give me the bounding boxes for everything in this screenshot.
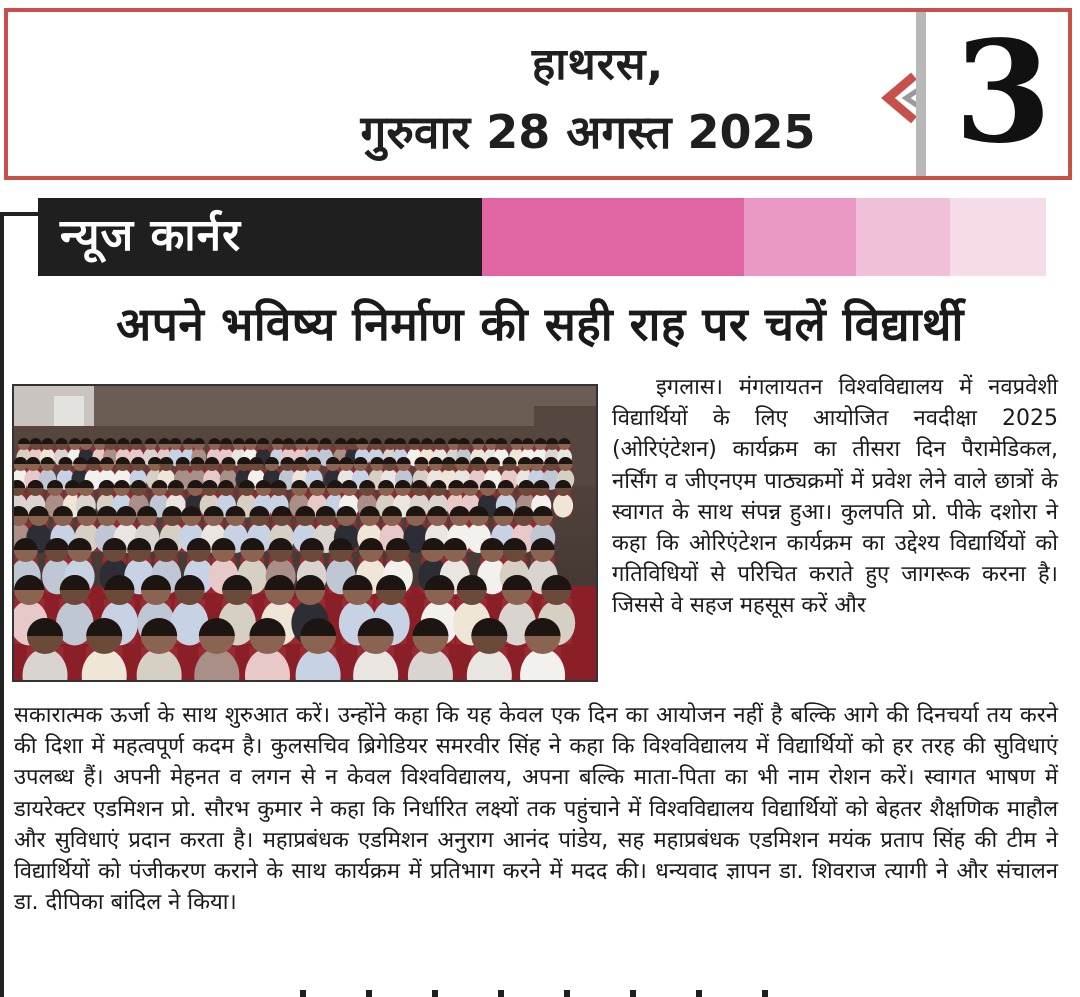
section-band-segment [950,198,1046,276]
masthead-divider [916,12,926,176]
section-band-segment [744,198,856,276]
section-band-segment [482,198,744,276]
audience-photo-icon [14,386,596,680]
masthead-date: गुरुवार 28 अगस्त 2025 [360,105,816,159]
article-frame-top [0,212,40,216]
next-article-cut-off [300,986,860,997]
article-photo [12,384,598,682]
masthead-city: हाथरस, [531,39,665,90]
section-band-segment [856,198,950,276]
article-frame-left [0,212,4,997]
page-number: 3 [954,11,1052,175]
masthead [4,8,1072,180]
article-paragraph-body: सकारात्मक ऊर्जा के साथ शुरुआत करें। उन्होंने कहा कि यह केवल एक दिन का आयोजन नहीं है बल्कि आगे की दिनचर्या तय करने की दिशा में महत्वपूर्ण कदम है। कुलसचिव ब्रिगेडियर समरवीर सिंह ने कहा कि विश्वविद्यालय में विद्यार्थियों को हर तरह की सुविधाएं उपलब्ध हैं। अपनी मेहनत व लगन से न केवल विश्वविद्यालय, अपना बल्कि माता-पिता का भी नाम रोशन करें। स्वागत भाषण में डायरेक्टर एडमिशन प्रो. सौरभ कुमार ने कहा कि निर्धारित लक्ष्यों तक पहुंचाने में विश्वविद्यालय विद्यार्थियों को बेहतर शैक्षणिक माहौल और सुविधाएं प्रदान करता है। महाप्रबंधक एडमिशन अनुराग आनंद पांडेय, सह महाप्रबंधक एडमिशन मयंक प्रताप सिंह की टीम ने विद्यार्थियों को पंजीकरण कराने के साथ कार्यक्रम में प्रतिभाग करने में मदद की। धन्यवाद ज्ञापन डा. शिवराज त्यागी ने और संचालन डा. दीपिका बांदिल ने किया। [14,703,1058,916]
section-label: न्यूज कार्नर [38,198,482,276]
article-paragraph-intro: इगलास। मंगलायतन विश्वविद्यालय में नवप्रवेशी विद्यार्थियों के लिए आयोजित नवदीक्षा 2025 (ओरिएंटेशन) कार्यक्रम का तीसरा दिन पैरामेडिकल, नर्सिंग व जीएनएम पाठ्यक्रमों में प्रवेश लेने वाले छात्रों के स्वागत के साथ संपन्न हुआ। कुलपति प्रो. पीके दशोरा ने कहा कि ओरिएंटेशन कार्यक्रम का उद्देश्य विद्यार्थियों को गतिविधियों से परिचित कराते हुए जागरूक करना है। जिससे वे सहज महसूस करें और [612,375,1058,619]
article-headline: अपने भविष्य निर्माण की सही राह पर चलें विद्यार्थी [116,297,964,351]
